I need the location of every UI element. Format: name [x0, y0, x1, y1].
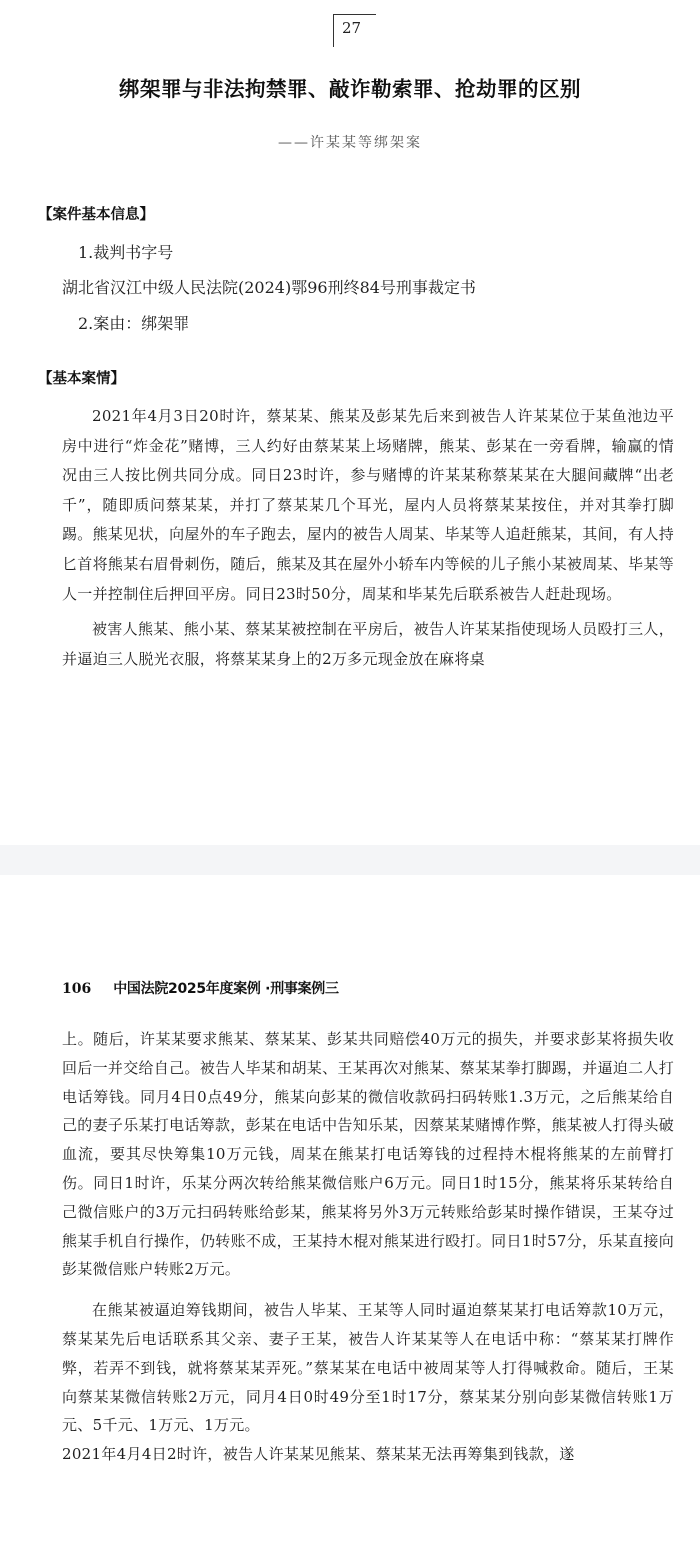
- case-info-heading: 【案件基本信息】: [38, 207, 154, 223]
- facts-paragraph: 上。随后，许某某要求熊某、蔡某某、彭某共同赔偿40万元的损失，并要求彭某将损失收回后一并交给自己。被告人毕某和胡某、王某再次对熊某、蔡某某拳打脚踢，并逼迫二人打电话筹钱。同月4日0点49分，熊某向彭某的微信收款码扫码转账1.3万元，之后熊某给自己的妻子乐某打电话筹款，彭某在电话中告知乐某，因蔡某某赌博作弊，熊某被人打得头破血流，要其尽快筹集10万元钱，周某在熊某打电话筹钱的过程持木棍将熊某的左前臂打伤。同日1时许，乐某分两次转给熊某微信账户6万元。同日1时15分，熊某将乐某转给自己微信账户的3万元扫码转账给彭某，熊某将另外3万元转账给彭某时操作错误，王某夺过熊某手机自行操作，仍转账不成，王某持木棍对熊某进行殴打。同日1时57分，乐某直接向彭某微信账户转账2万元。: [62, 1030, 675, 1279]
- judgment-number-label: 1.裁判书字号: [78, 243, 174, 262]
- book-section-title: 中国法院2025年度案例 ·刑事案例三: [113, 981, 339, 997]
- case-title: 绑架罪与非法拘禁罪、敲诈勒索罪、抢劫罪的区别: [119, 77, 581, 101]
- continued-facts-body: [62, 1025, 674, 1469]
- case-subtitle: ——许某某等绑架案: [278, 135, 422, 151]
- running-header: [62, 978, 339, 998]
- book-page-106: [0, 875, 700, 1560]
- page-number-frame: [333, 14, 376, 47]
- facts-paragraph: 在熊某被逼迫筹钱期间，被告人毕某、王某等人同时逼迫蔡某某打电话筹款10万元，蔡某某先后电话联系其父亲、妻子王某，被告人许某某等人在电话中称：“蔡某某打牌作弊，若弄不到钱，就将蔡某某弄死。”蔡某某在电话中被周某等人打得喊救命。随后，王某向蔡某某微信转账2万元，同月4日0时49分至1时17分，蔡某某分别向彭某微信转账1万元、5千元、1万元、1万元。: [62, 1301, 674, 1435]
- facts-paragraph: 2021年4月3日20时许，蔡某某、熊某及彭某先后来到被告人许某某位于某鱼池边平房中进行“炸金花”赌博，三人约好由蔡某某上场赌牌，熊某、彭某在一旁看牌，输赢的情况由三人按比例共同分成。同日23时许，参与赌博的许某某称蔡某某在大腿间藏牌“出老千”，随即质问蔡某某，并打了蔡某某几个耳光，屋内人员将蔡某某按住，并对其拳打脚踢。熊某见状，向屋外的车子跑去，屋内的被告人周某、毕某等人追赶熊某，其间，有人持匕首将熊某右眉骨刺伤，随后，熊某及其在屋外小轿车内等候的儿子熊小某被周某、毕某等人一并控制住后押回平房。同日23时50分，周某和毕某先后联系被告人赶赴现场。: [62, 407, 675, 603]
- facts-body: [62, 402, 674, 674]
- cause-of-action: 2.案由：绑架罪: [78, 314, 190, 333]
- judgment-number-value: 湖北省汉江中级人民法院(2024)鄂96刑终84号刑事裁定书: [62, 278, 476, 297]
- facts-paragraph: 2021年4月4日2时许，被告人许某某见熊某、蔡某某无法再筹集到钱款，遂: [62, 1445, 575, 1464]
- page-number: 106: [62, 981, 92, 997]
- basic-facts-heading: 【基本案情】: [38, 371, 125, 387]
- page-number: 27: [342, 19, 362, 37]
- facts-paragraph: 被害人熊某、熊小某、蔡某某被控制在平房后，被告人许某某指使现场人员殴打三人，并逼迫三人脱光衣服，将蔡某某身上的2万多元现金放在麻将桌: [62, 620, 674, 668]
